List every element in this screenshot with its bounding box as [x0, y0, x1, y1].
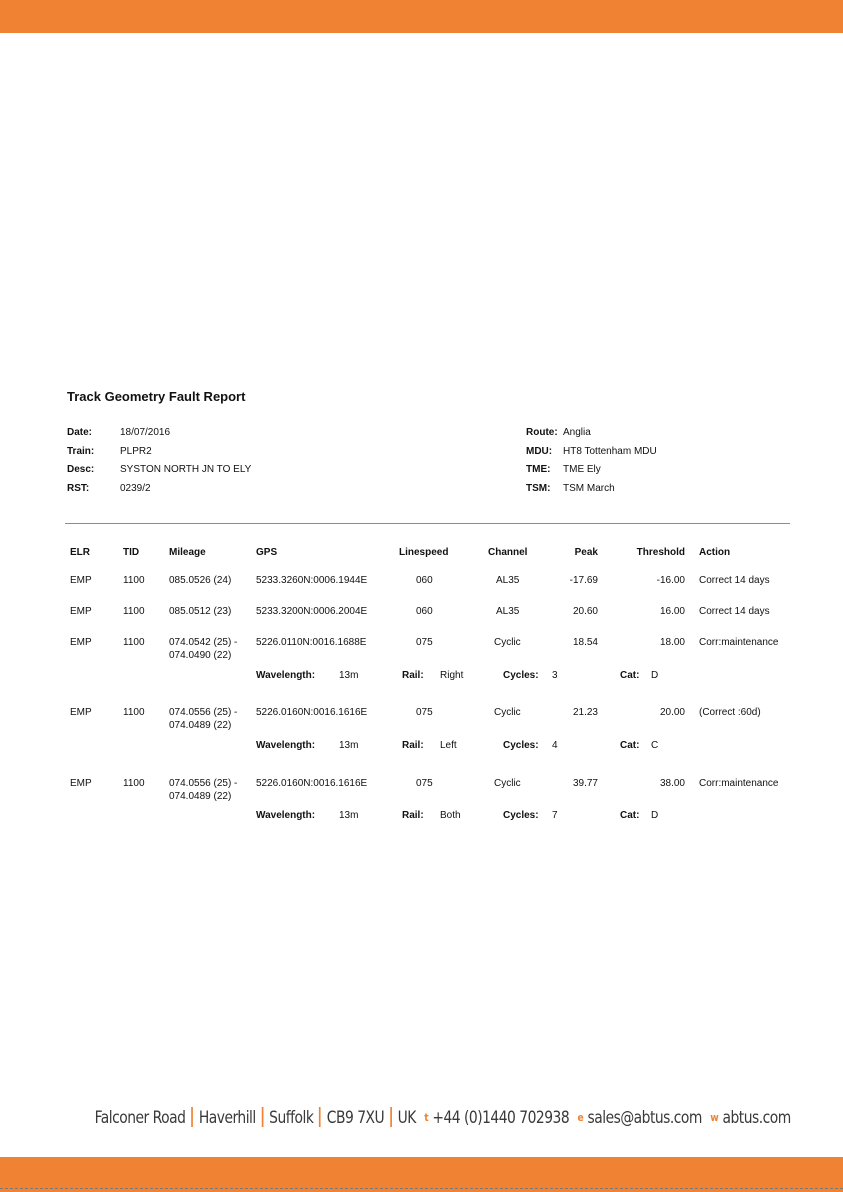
footer-email[interactable]: sales@abtus.com [587, 1107, 703, 1127]
detail-wavelength-label: Wavelength: [256, 810, 316, 821]
detail-rail-value: Both [440, 810, 461, 821]
cell-channel: Cyclic [494, 637, 521, 648]
footer-email-prefix: e [577, 1110, 584, 1124]
cell-channel: AL35 [496, 606, 520, 617]
detail-rail-value: Left [440, 740, 457, 751]
meta-label: TSM: [526, 482, 551, 494]
detail-cycles-label: Cycles: [503, 740, 539, 751]
meta-label: MDU: [526, 445, 553, 457]
meta-train [67, 446, 467, 465]
col-header-gps: GPS [256, 547, 278, 558]
cell-gps: 5233.3200N:0006.2004E [256, 606, 368, 617]
cell-elr: EMP [70, 637, 92, 648]
detail-wavelength-value: 13m [339, 740, 359, 751]
footer-separator [320, 1107, 322, 1127]
cell-action: Corr:maintenance [699, 778, 779, 789]
footer-accent-bar [0, 1157, 843, 1192]
cell-linespeed: 060 [416, 606, 433, 617]
meta-value: PLPR2 [120, 445, 152, 457]
page-edge-rule [0, 1188, 843, 1189]
col-header-mileage: Mileage [169, 547, 206, 558]
col-header-linespeed: Linespeed [399, 547, 449, 558]
meta-value: HT8 Tottenham MDU [563, 445, 657, 457]
detail-rail-label: Rail: [402, 670, 424, 681]
cell-channel: AL35 [496, 575, 520, 586]
detail-rail-value: Right [440, 670, 464, 681]
meta-label: Date: [67, 427, 93, 438]
cell-mileage: 085.0526 (24) [169, 575, 232, 586]
cell-threshold: 38.00 [659, 778, 685, 789]
detail-cycles-label: Cycles: [503, 810, 539, 821]
meta-value: 18/07/2016 [120, 427, 171, 438]
footer-county: Suffolk [269, 1107, 314, 1127]
cell-threshold: -16.00 [656, 575, 685, 586]
detail-cycles-value: 7 [552, 810, 558, 821]
meta-tme [526, 464, 786, 483]
footer-phone-prefix: t [424, 1110, 429, 1124]
cell-tid: 1100 [123, 707, 145, 718]
cell-channel: Cyclic [494, 707, 521, 718]
cell-threshold: 18.00 [659, 637, 685, 648]
detail-cat-value: D [651, 670, 659, 681]
cell-tid: 1100 [123, 778, 145, 789]
meta-tsm [526, 483, 786, 502]
meta-rst [67, 483, 467, 502]
header-accent-bar [0, 0, 843, 33]
meta-value: TSM March [563, 482, 615, 494]
meta-label: Train: [67, 445, 95, 457]
footer-separator [192, 1107, 194, 1127]
cell-peak: 20.60 [572, 606, 598, 617]
cell-elr: EMP [70, 707, 92, 718]
cell-elr: EMP [70, 606, 92, 617]
meta-value: TME Ely [563, 464, 601, 475]
cell-tid: 1100 [123, 606, 145, 617]
section-divider [65, 523, 790, 524]
footer-web-prefix: w [710, 1110, 719, 1124]
cell-mileage-end: 074.0490 (22) [169, 650, 232, 661]
meta-label: Desc: [67, 464, 95, 475]
cell-gps: 5233.3260N:0006.1944E [256, 575, 368, 586]
cell-action: Correct 14 days [699, 606, 770, 617]
meta-label: TME: [526, 464, 551, 475]
detail-cycles-value: 4 [552, 740, 558, 751]
cell-action: Corr:maintenance [699, 637, 779, 648]
col-header-elr: ELR [70, 547, 90, 558]
report-meta-left [67, 427, 467, 501]
cell-peak: -17.69 [569, 575, 598, 586]
cell-linespeed: 060 [416, 575, 433, 586]
cell-action: (Correct :60d) [699, 707, 761, 718]
detail-wavelength-label: Wavelength: [256, 740, 316, 751]
meta-desc [67, 464, 467, 483]
detail-cat-label: Cat: [620, 810, 640, 821]
cell-peak: 18.54 [572, 637, 598, 648]
report-meta-right [526, 427, 786, 501]
detail-wavelength-value: 13m [339, 670, 359, 681]
cell-tid: 1100 [123, 575, 145, 586]
detail-cat-value: D [651, 810, 659, 821]
meta-value: Anglia [563, 427, 591, 438]
cell-tid: 1100 [123, 637, 145, 648]
footer-separator [390, 1107, 392, 1127]
cell-channel: Cyclic [494, 778, 521, 789]
cell-mileage: 074.0556 (25) - [169, 707, 238, 718]
meta-mdu [526, 446, 786, 465]
footer-phone: +44 (0)1440 702938 [432, 1107, 570, 1127]
col-header-tid: TID [123, 547, 140, 558]
detail-wavelength-value: 13m [339, 810, 359, 821]
cell-linespeed: 075 [416, 707, 433, 718]
footer-country: UK [397, 1107, 417, 1127]
detail-rail-label: Rail: [402, 810, 424, 821]
detail-cat-label: Cat: [620, 670, 640, 681]
col-header-peak: Peak [574, 547, 598, 558]
cell-peak: 21.23 [572, 707, 598, 718]
meta-route [526, 427, 786, 446]
detail-rail-label: Rail: [402, 740, 424, 751]
meta-label: Route: [526, 427, 558, 438]
meta-date [67, 427, 467, 446]
detail-cycles-value: 3 [552, 670, 558, 681]
cell-gps: 5226.0160N:0016.1616E [256, 778, 368, 789]
cell-mileage: 074.0556 (25) - [169, 778, 238, 789]
footer-separator [262, 1107, 264, 1127]
cell-peak: 39.77 [572, 778, 598, 789]
detail-cat-label: Cat: [620, 740, 640, 751]
meta-label: RST: [67, 482, 90, 494]
cell-threshold: 20.00 [659, 707, 685, 718]
cell-mileage-end: 074.0489 (22) [169, 720, 232, 731]
col-header-action: Action [699, 547, 731, 558]
meta-value: SYSTON NORTH JN TO ELY [120, 464, 252, 475]
footer-postcode: CB9 7XU [327, 1107, 385, 1127]
cell-linespeed: 075 [416, 637, 433, 648]
cell-linespeed: 075 [416, 778, 433, 789]
report-title: Track Geometry Fault Report [67, 389, 246, 404]
footer-street: Falconer Road [94, 1107, 186, 1127]
footer-web[interactable]: abtus.com [722, 1107, 791, 1127]
cell-elr: EMP [70, 778, 92, 789]
detail-wavelength-label: Wavelength: [256, 670, 316, 681]
detail-cat-value: C [651, 740, 659, 751]
cell-mileage: 074.0542 (25) - [169, 637, 238, 648]
detail-cycles-label: Cycles: [503, 670, 539, 681]
cell-elr: EMP [70, 575, 92, 586]
col-header-threshold: Threshold [636, 547, 685, 558]
cell-gps: 5226.0110N:0016.1688E [256, 637, 367, 648]
cell-threshold: 16.00 [659, 606, 685, 617]
meta-value: 0239/2 [120, 482, 151, 494]
cell-action: Correct 14 days [699, 575, 770, 586]
cell-gps: 5226.0160N:0016.1616E [256, 707, 368, 718]
col-header-channel: Channel [488, 547, 528, 558]
footer-town: Haverhill [199, 1107, 257, 1127]
cell-mileage: 085.0512 (23) [169, 606, 232, 617]
cell-mileage-end: 074.0489 (22) [169, 791, 232, 802]
footer-contact [95, 1104, 791, 1130]
